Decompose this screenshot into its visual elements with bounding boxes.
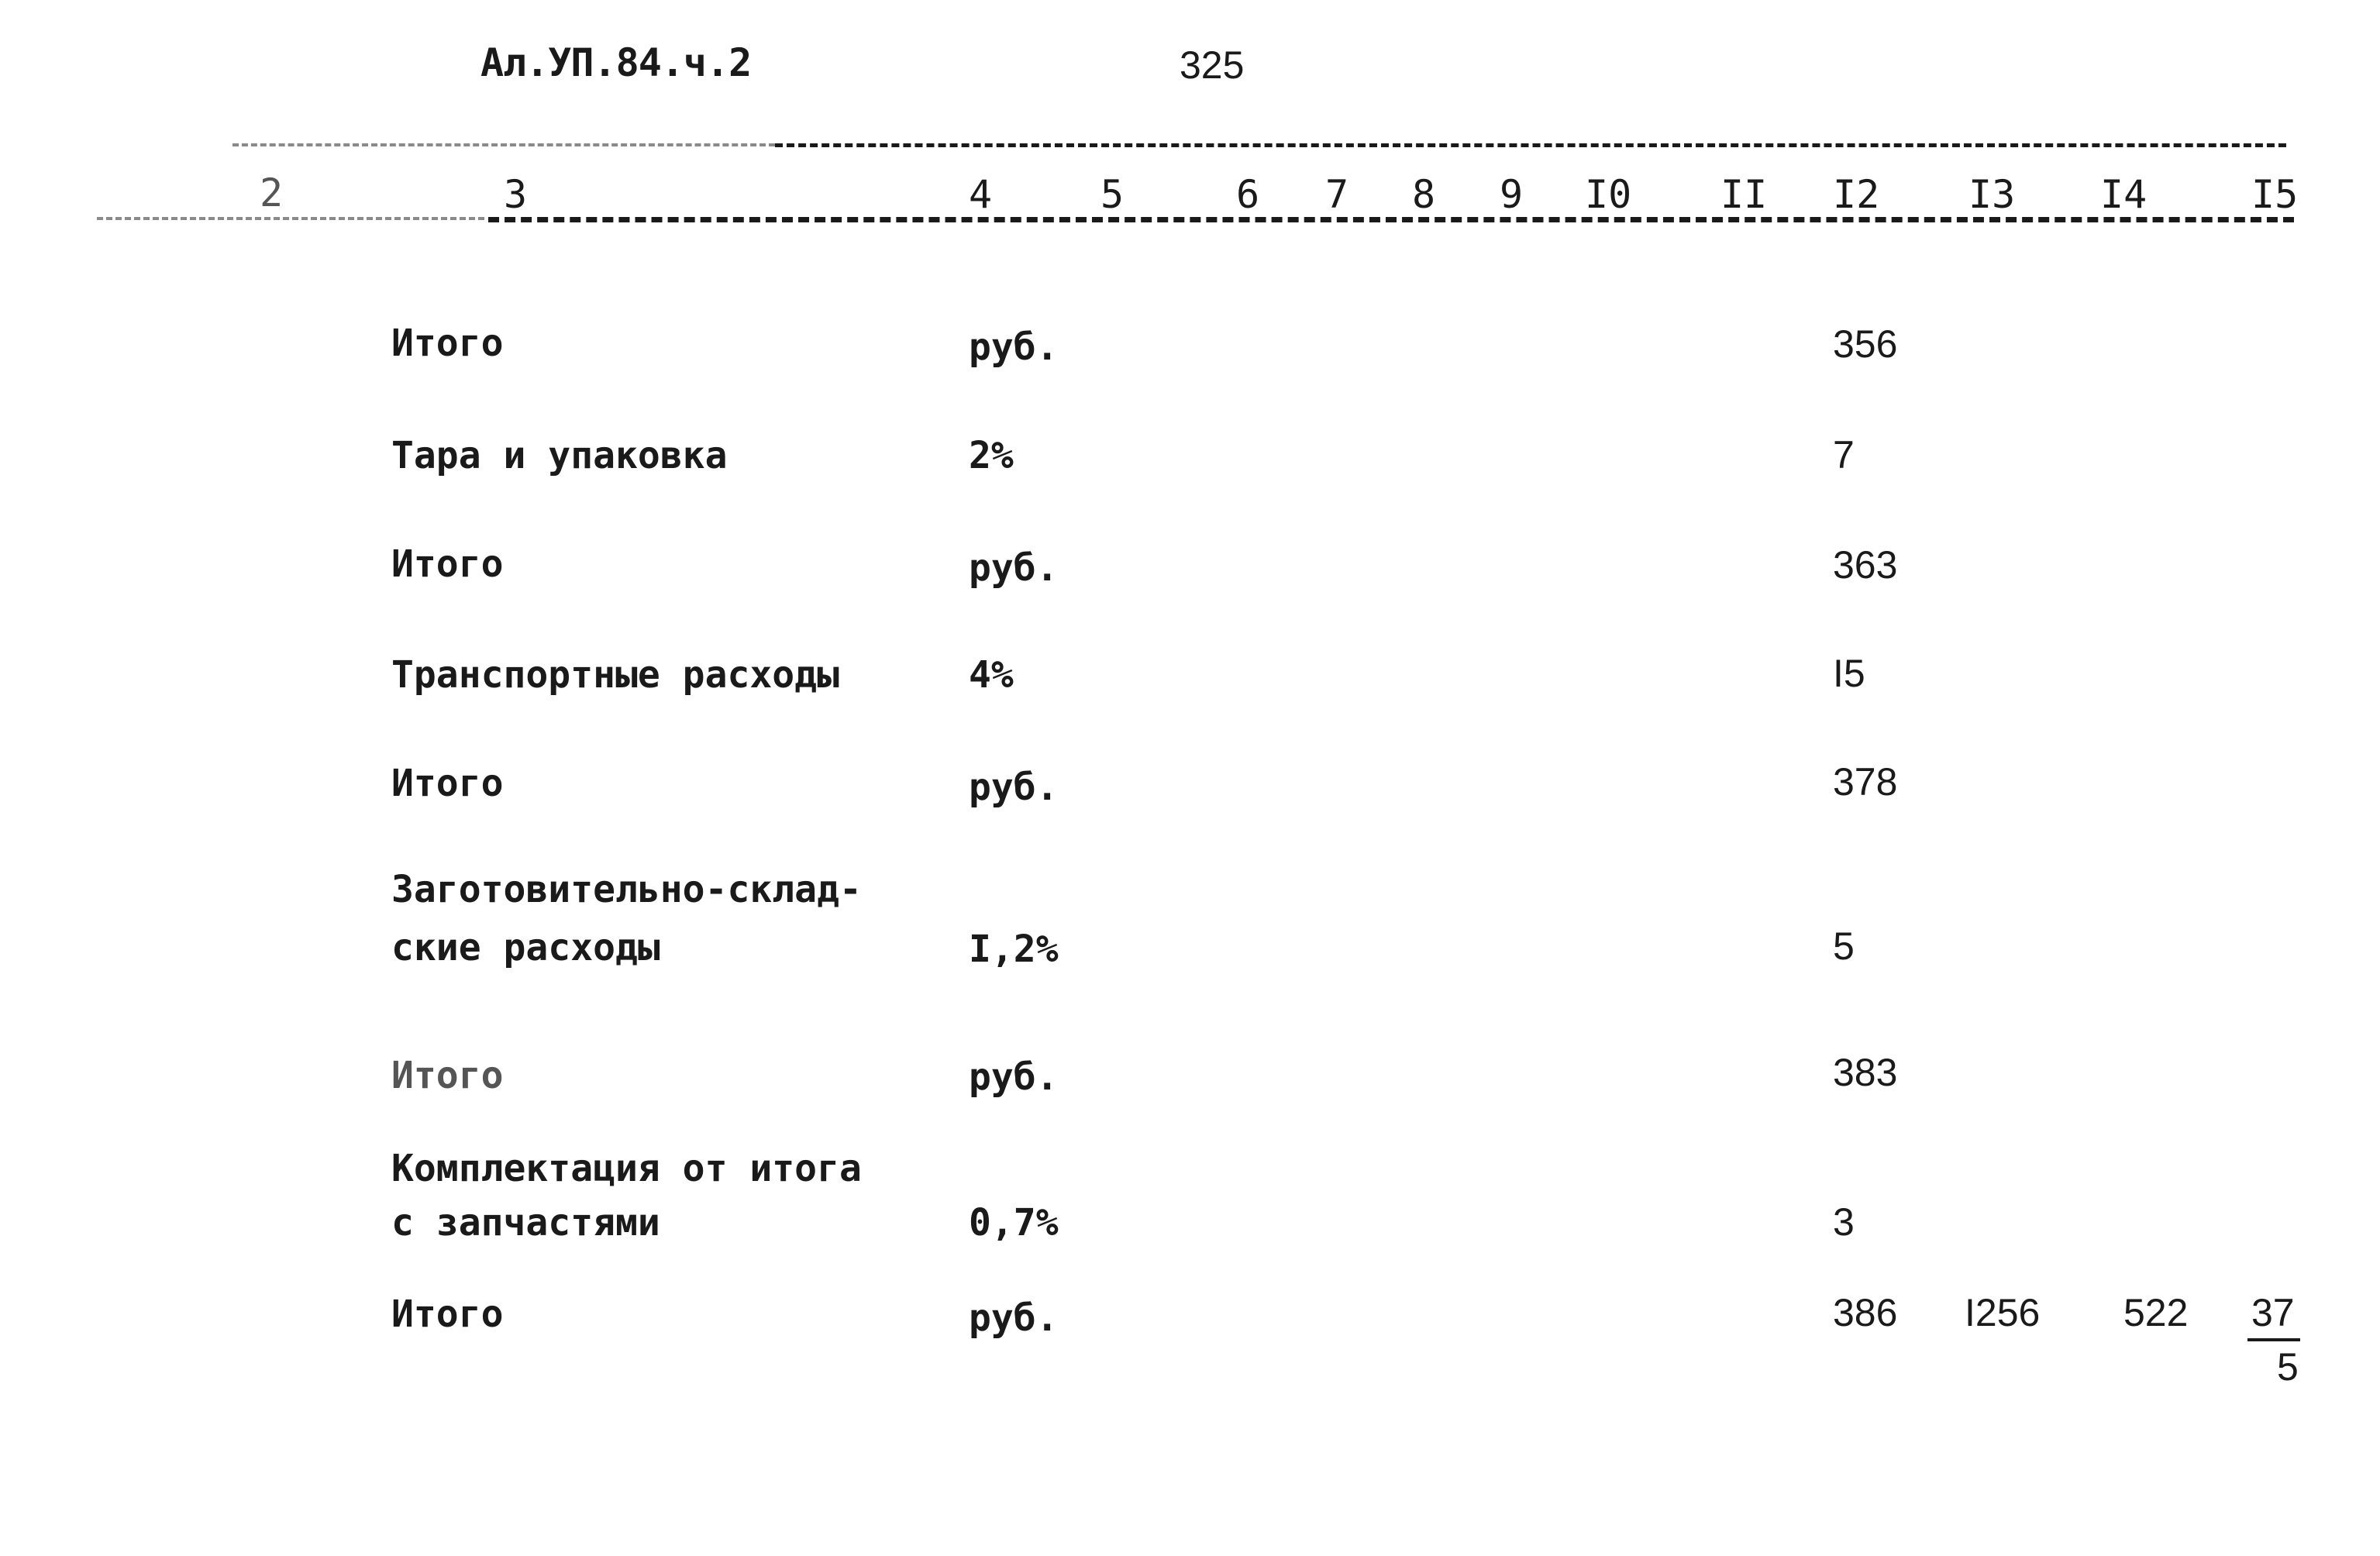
row-label-line1: Заготовительно-склад- <box>391 868 862 911</box>
column-number-8: 8 <box>1412 172 1436 217</box>
row-label: Итого <box>391 1293 504 1336</box>
column-number-11: II <box>1720 172 1768 217</box>
row-label-line2: с запчастями <box>391 1201 660 1244</box>
row-value-col12: 363 <box>1833 543 1898 587</box>
column-number-15: I5 <box>2251 172 2299 217</box>
row-label: Транспортные расходы <box>391 653 839 697</box>
fraction-bar <box>2247 1338 2300 1341</box>
row-unit: 4% <box>969 653 1014 697</box>
row-label-line2: ские расходы <box>391 926 660 969</box>
row-label: Итого <box>391 1054 504 1097</box>
row-value-col13: I256 <box>1965 1291 2041 1334</box>
page-number: 325 <box>1180 43 1245 87</box>
row-value-col15-numerator: 37 <box>2251 1291 2295 1334</box>
row-unit: 2% <box>969 434 1014 477</box>
row-label: Итого <box>391 762 504 805</box>
row-value-col12: 356 <box>1833 322 1898 366</box>
row-unit: руб. <box>969 766 1059 809</box>
header-rule-top <box>775 143 2286 147</box>
row-value-col14: 522 <box>2123 1291 2189 1334</box>
header-rule-faint <box>232 143 775 146</box>
row-value-col15-denominator: 5 <box>2277 1345 2299 1389</box>
column-number-7: 7 <box>1325 172 1349 217</box>
column-number-5: 5 <box>1100 172 1125 217</box>
row-unit: руб. <box>969 546 1059 590</box>
row-unit: руб. <box>969 1055 1059 1099</box>
column-number-3: 3 <box>504 172 528 217</box>
row-value-col12: 5 <box>1833 924 1855 968</box>
row-unit: руб. <box>969 325 1059 369</box>
column-number-4: 4 <box>969 172 993 217</box>
row-value-col12: I5 <box>1833 652 1865 695</box>
column-number-9: 9 <box>1500 172 1524 217</box>
document-reference: Ал.УП.84.ч.2 <box>480 40 752 85</box>
row-value-col12: 3 <box>1833 1200 1855 1244</box>
column-number-13: I3 <box>1968 172 2016 217</box>
header-rule-bottom <box>488 217 2294 222</box>
row-value-col12: 383 <box>1833 1051 1898 1094</box>
row-label-line1: Комплектация от итога <box>391 1147 862 1190</box>
row-value-col12: 7 <box>1833 433 1855 477</box>
row-value-col12: 386 <box>1833 1291 1898 1334</box>
row-label: Тара и упаковка <box>391 434 728 477</box>
row-unit: 0,7% <box>969 1201 1059 1244</box>
column-number-12: I2 <box>1833 172 1880 217</box>
column-number-6: 6 <box>1236 172 1260 217</box>
row-label: Итого <box>391 542 504 586</box>
column-number-14: I4 <box>2100 172 2148 217</box>
column-number-10: I0 <box>1585 172 1632 217</box>
row-label: Итого <box>391 322 504 365</box>
row-value-col12: 378 <box>1833 760 1898 804</box>
header-rule-left-faint <box>97 217 484 220</box>
row-unit: I,2% <box>969 928 1059 971</box>
column-number-2: 2 <box>260 170 284 215</box>
row-unit: руб. <box>969 1296 1059 1340</box>
